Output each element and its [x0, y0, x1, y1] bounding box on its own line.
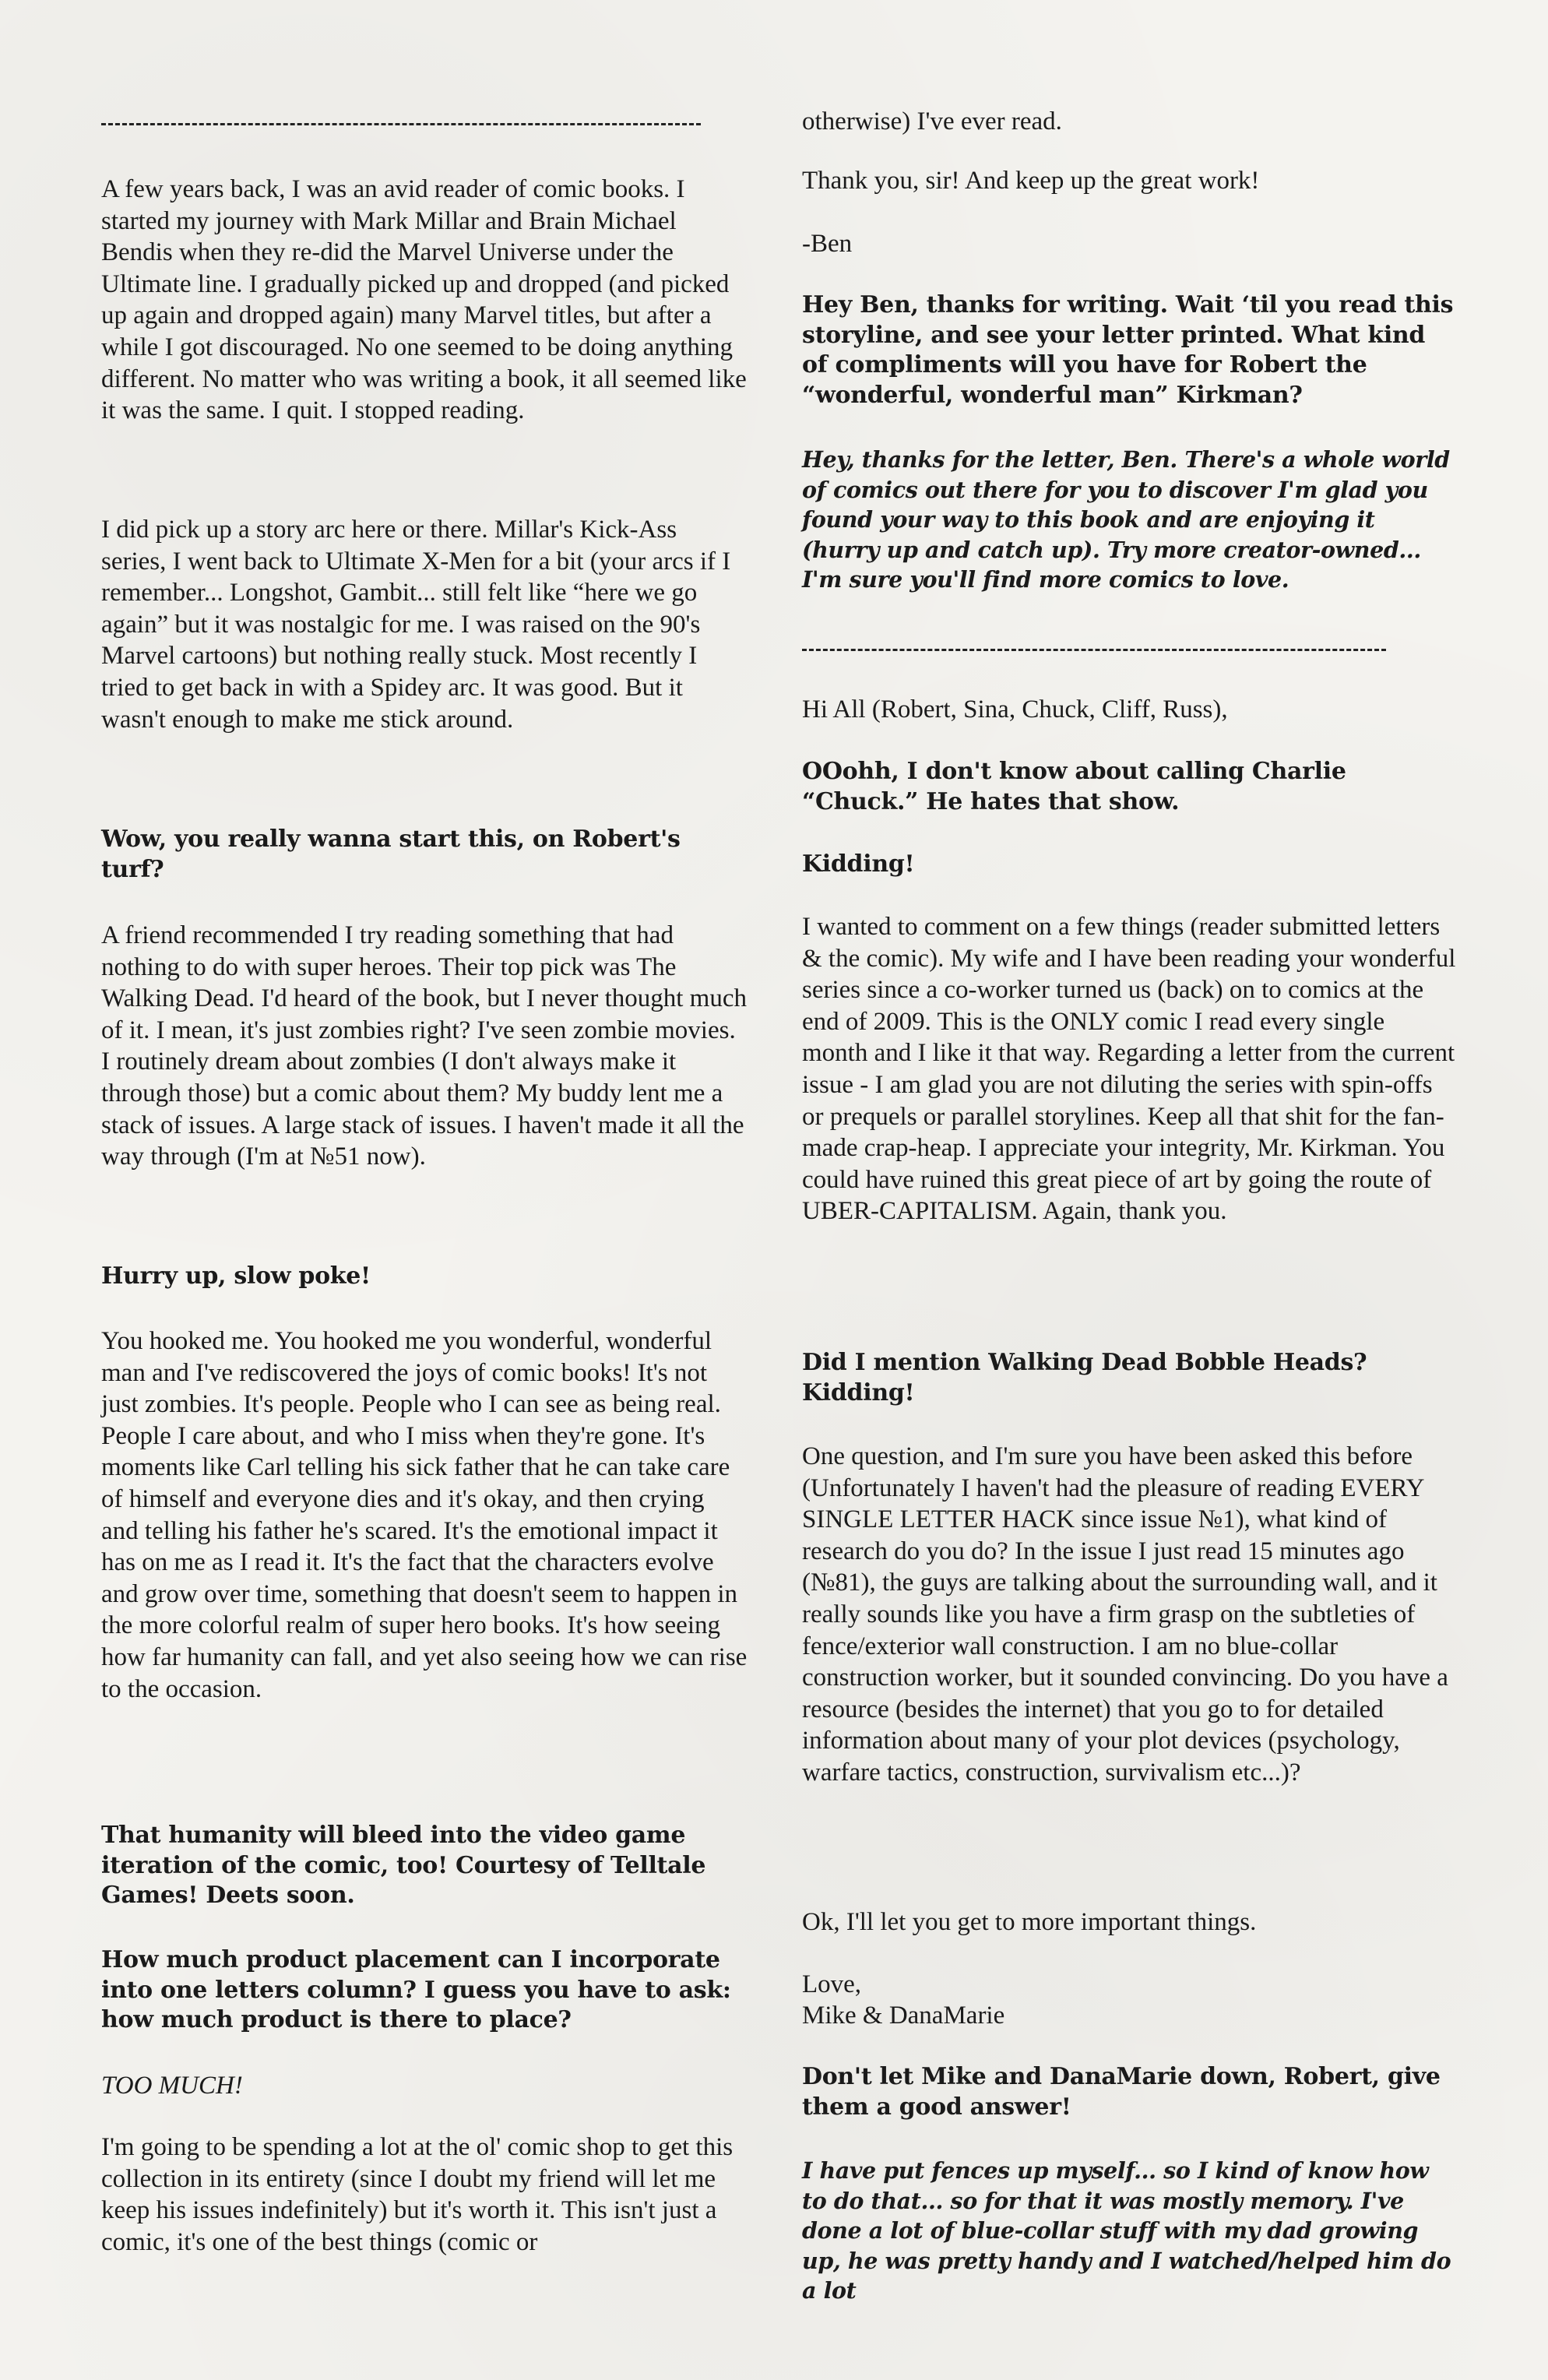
editor-reply: Kidding!: [802, 850, 915, 878]
author-reply: I have put fences up myself... so I kind of know how to do that... so for that it was mostly memory. I've done a lot of blue-collar stuff with my dad growing up, he was pretty handy and I watched/helped him do a lot: [802, 2157, 1451, 2304]
letter-paragraph: One question, and I'm sure you have been asked this before (Unfortunately I haven't had the pleasure of reading EVERY SINGLE LETTER HACK since issue №1), what kind of research do you do? In the issue I just read 15 minutes ago (№81), the guys are talking about the surrounding wall, and it really sounds like you have a firm grasp on the subtleties of fence/exterior wall construction. I am no blue-collar construction worker, but it sounded convincing. Do you have a resource (besides the internet) that you go to for detailed information about many of your plot devices (psychology, warfare tactics, construction, survivalism etc...)?: [802, 1442, 1448, 1787]
letter-signature: -Ben: [802, 230, 853, 258]
editor-reply: Hurry up, slow poke!: [101, 1262, 371, 1290]
editor-reply: Hey Ben, thanks for writing. Wait ‘til you read this storyline, and see your letter printed. What kind of compliments will you have for Robert the “wonderful, wonderful man” Kirkman?: [802, 291, 1454, 409]
letter-signature: Mike & DanaMarie: [802, 2002, 1005, 2030]
editor-reply: That humanity will bleed into the video game iteration of the comic, too! Courtesy of Telltale Games! Deets soon.: [101, 1822, 706, 1909]
letter-paragraph: Thank you, sir! And keep up the great work!: [802, 167, 1260, 195]
letter-paragraph: otherwise) I've ever read.: [802, 107, 1062, 136]
letter-paragraph: A few years back, I was an avid reader of comic books. I started my journey with Mark Millar and Brain Michael Bendis when they re-did the Marvel Universe under the Ultimate line. I gradually picked up and dropped (and picked up again and dropped again) many Marvel titles, but after a while I got discouraged. No one seemed to be doing anything different. No matter who was writing a book, it all seemed like it was the same. I quit. I stopped reading.: [101, 175, 747, 425]
letter-paragraph: Ok, I'll let you get to more important things.: [802, 1908, 1257, 1936]
letter-signature: Love,: [802, 1970, 862, 1998]
letter-paragraph: You hooked me. You hooked me you wonderful, wonderful man and I've rediscovered the joys of comic books! It's not just zombies. It's people. People who I can see as being real. People I care about, and who I miss when they're gone. It's moments like Carl telling his sick father that he can take care of himself and everyone dies and it's okay, and then crying and telling his father he's scared. It's the emotional impact it has on me as I read it. It's the fact that the characters evolve and grow over time, something that doesn't seem to happen in the more colorful realm of super hero books. It's how seeing how far humanity can fall, and yet also seeing how we can rise to the occasion.: [101, 1327, 748, 1703]
author-reply: Hey, thanks for the letter, Ben. There's a whole world of comics out there for you to discover I'm glad you found your way to this book and are enjoying it (hurry up and catch up). Try more creator-owned... I'm sure you'll find more comics to love.: [802, 446, 1450, 593]
letter-paragraph: I wanted to comment on a few things (reader submitted letters & the comic). My wife and I have been reading your wonderful series since a co-worker turned us (back) on to comics at the end of 2009. This is the ONLY comic I read every single month and I like it that way. Regarding a letter from the current issue - I am glad you are not diluting the series with spin-offs or prequels or parallel storylines. Keep all that shit for the fan-made crap-heap. I appreciate your integrity, Mr. Kirkman. You could have ruined this great piece of art by going the route of UBER-CAPITALISM. Again, thank you.: [802, 913, 1456, 1226]
section-divider: [802, 649, 1386, 651]
letter-paragraph: A friend recommended I try reading something that had nothing to do with super heroes. Their top pick was The Walking Dead. I'd heard of the book, but I never thought much of it. I mean, it's just zombies right? I've seen zombie movies. I routinely dream about zombies (I don't always make it through those) but a comic about them? My buddy lent me a stack of issues. A large stack of issues. I haven't made it all the way through (I'm at №51 now).: [101, 921, 747, 1171]
editor-reply: Did I mention Walking Dead Bobble Heads? Kidding!: [802, 1349, 1367, 1407]
editor-reply-italic: TOO MUCH!: [101, 2072, 243, 2100]
editor-reply: How much product placement can I incorporate into one letters column? I guess you have to ask: how much product is there to place?: [101, 1946, 731, 2033]
letter-paragraph: I did pick up a story arc here or there. Millar's Kick-Ass series, I went back to Ultimate X-Men for a bit (your arcs if I remember... Longshot, Gambit... still felt like “here we go again” but it was nostalgic for me. I was raised on the 90's Marvel cartoons) but nothing really stuck. Most recently I tried to get back in with a Spidey arc. It was good. But it wasn't enough to make me stick around.: [101, 516, 731, 734]
letter-paragraph: Hi All (Robert, Sina, Chuck, Cliff, Russ),: [802, 695, 1228, 724]
letter-paragraph: I'm going to be spending a lot at the ol' comic shop to get this collection in its entirety (since I doubt my friend will let me keep his issues indefinitely) but it's worth it. This isn't just a comic, it's one of the best things (comic or: [101, 2133, 734, 2256]
section-divider: [101, 123, 701, 125]
editor-reply: OOohh, I don't know about calling Charlie “Chuck.” He hates that show.: [802, 758, 1346, 815]
editor-reply: Don't let Mike and DanaMarie down, Robert, give them a good answer!: [802, 2063, 1441, 2121]
editor-reply: Wow, you really wanna start this, on Robert's turf?: [101, 826, 681, 883]
